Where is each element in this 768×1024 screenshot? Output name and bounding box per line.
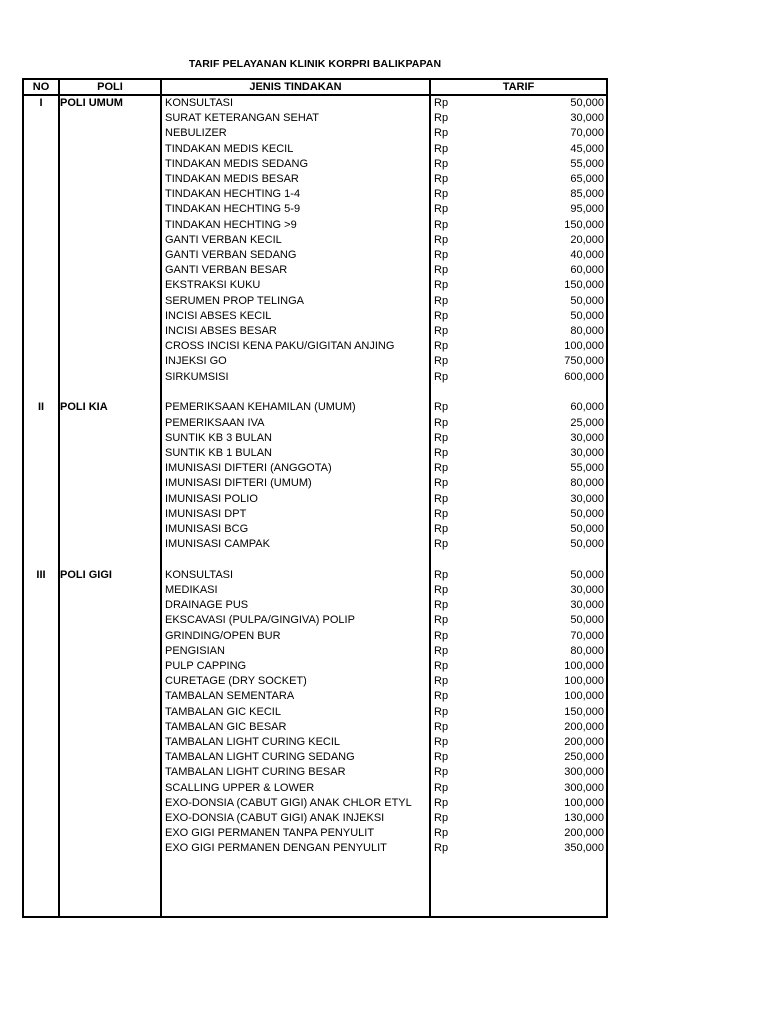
section-poli-name: POLI UMUM — [60, 97, 123, 109]
tarif-value: 55,000 — [570, 462, 604, 475]
tindakan-name: TINDAKAN HECHTING >9 — [165, 218, 297, 231]
tarif-value: 25,000 — [570, 416, 604, 429]
table-row — [24, 461, 606, 476]
currency-label: Rp — [434, 157, 449, 170]
currency-label: Rp — [434, 416, 449, 429]
tarif-value: 250,000 — [564, 751, 604, 764]
tindakan-name: EXO GIGI PERMANEN DENGAN PENYULIT — [165, 842, 387, 855]
currency-label: Rp — [434, 660, 449, 672]
table-row — [24, 765, 606, 780]
currency-label: Rp — [434, 720, 449, 733]
tarif-value: 150,000 — [564, 218, 604, 231]
tindakan-name: IMUNISASI DIFTERI (ANGGOTA) — [165, 462, 332, 475]
currency-label: Rp — [434, 325, 449, 337]
currency-label: Rp — [434, 431, 449, 444]
currency-label: Rp — [434, 705, 449, 718]
tarif-value: 50,000 — [570, 294, 604, 307]
section-number: II — [37, 401, 45, 414]
table-row — [24, 613, 606, 628]
tindakan-name: KONSULTASI — [165, 568, 234, 581]
table-row — [24, 142, 606, 157]
currency-label: Rp — [434, 477, 449, 490]
tarif-value: 60,000 — [570, 264, 604, 277]
tarif-value: 150,000 — [564, 279, 604, 292]
table-row — [24, 294, 606, 309]
tarif-value: 750,000 — [564, 355, 604, 368]
currency-label: Rp — [434, 462, 449, 475]
tarif-value: 85,000 — [570, 188, 604, 201]
section-poli-name: POLI GIGI — [60, 568, 112, 581]
tarif-value: 80,000 — [570, 644, 604, 657]
tindakan-name: IMUNISASI BCG — [165, 522, 249, 535]
section-number: III — [36, 568, 46, 581]
tindakan-name: GANTI VERBAN SEDANG — [165, 249, 297, 261]
table-row — [24, 111, 606, 126]
currency-label: Rp — [434, 355, 449, 368]
tindakan-name: GANTI VERBAN BESAR — [165, 264, 288, 277]
table-row — [24, 202, 606, 217]
tindakan-name: TAMBALAN LIGHT CURING KECIL — [165, 736, 341, 748]
tindakan-name: SERUMEN PROP TELINGA — [165, 294, 304, 307]
table-row — [24, 126, 606, 141]
currency-label: Rp — [434, 340, 449, 353]
tindakan-name: KONSULTASI — [165, 97, 234, 109]
table-row — [24, 476, 606, 491]
tindakan-name: SURAT KETERANGAN SEHAT — [165, 112, 320, 125]
tindakan-name: IMUNISASI DPT — [165, 507, 247, 520]
tarif-value: 80,000 — [570, 325, 604, 337]
tariff-table — [22, 78, 608, 918]
currency-label: Rp — [434, 249, 449, 261]
table-row — [24, 720, 606, 735]
tarif-value: 300,000 — [564, 766, 604, 779]
currency-label: Rp — [434, 690, 449, 703]
tarif-value: 50,000 — [570, 522, 604, 535]
tarif-value: 150,000 — [564, 705, 604, 718]
table-row — [24, 644, 606, 659]
tarif-value: 50,000 — [570, 507, 604, 520]
tarif-value: 300,000 — [564, 781, 604, 794]
tarif-value: 100,000 — [564, 340, 604, 353]
currency-label: Rp — [434, 112, 449, 125]
tindakan-name: IMUNISASI CAMPAK — [165, 538, 270, 551]
table-row — [24, 537, 606, 552]
tarif-value: 200,000 — [564, 720, 604, 733]
table-row — [24, 750, 606, 765]
currency-label: Rp — [434, 781, 449, 794]
tindakan-name: CURETAGE (DRY SOCKET) — [165, 675, 307, 688]
tarif-value: 100,000 — [564, 675, 604, 688]
tindakan-name: EKSCAVASI (PULPA/GINGIVA) POLIP — [165, 614, 355, 627]
currency-label: Rp — [434, 796, 449, 809]
tindakan-name: TAMBALAN GIC KECIL — [165, 705, 281, 718]
table-row — [24, 841, 606, 856]
tindakan-name: IMUNISASI POLIO — [165, 492, 258, 505]
table-row — [24, 674, 606, 689]
tindakan-name: TINDAKAN MEDIS SEDANG — [165, 157, 309, 170]
currency-label: Rp — [434, 736, 449, 748]
table-row — [24, 705, 606, 720]
tindakan-name: SCALLING UPPER & LOWER — [165, 781, 315, 794]
table-row — [24, 492, 606, 507]
tarif-value: 100,000 — [564, 690, 604, 703]
table-row — [24, 187, 606, 202]
tindakan-name: TINDAKAN MEDIS BESAR — [165, 173, 299, 185]
table-row — [24, 522, 606, 537]
tindakan-name: EXO-DONSIA (CABUT GIGI) ANAK CHLOR ETYL — [165, 796, 412, 809]
tindakan-name: EKSTRAKSI KUKU — [165, 279, 261, 292]
currency-label: Rp — [434, 279, 449, 292]
tindakan-name: DRAINAGE PUS — [165, 599, 249, 612]
table-row — [24, 416, 606, 431]
currency-label: Rp — [434, 309, 449, 322]
tindakan-name: TAMBALAN SEMENTARA — [165, 690, 295, 703]
tarif-value: 30,000 — [570, 599, 604, 612]
tindakan-name: TINDAKAN MEDIS KECIL — [165, 142, 294, 155]
table-row — [24, 96, 606, 111]
tarif-value: 55,000 — [570, 157, 604, 170]
currency-label: Rp — [434, 751, 449, 764]
tindakan-name: INJEKSI GO — [165, 355, 227, 368]
tarif-value: 50,000 — [570, 568, 604, 581]
currency-label: Rp — [434, 127, 449, 140]
table-row — [24, 826, 606, 841]
tindakan-name: SIRKUMSISI — [165, 370, 229, 383]
table-row — [24, 339, 606, 354]
currency-label: Rp — [434, 675, 449, 688]
currency-label: Rp — [434, 142, 449, 155]
currency-label: Rp — [434, 568, 449, 581]
tindakan-name: NEBULIZER — [165, 127, 227, 140]
header-tarif: TARIF — [502, 81, 535, 93]
tarif-value: 30,000 — [570, 446, 604, 459]
tarif-value: 40,000 — [570, 249, 604, 261]
tarif-value: 30,000 — [570, 431, 604, 444]
currency-label: Rp — [434, 766, 449, 779]
tindakan-name: INCISI ABSES BESAR — [165, 325, 277, 337]
tarif-value: 30,000 — [570, 492, 604, 505]
table-row — [24, 659, 606, 674]
table-row — [24, 735, 606, 750]
currency-label: Rp — [434, 842, 449, 855]
table-row — [24, 583, 606, 598]
currency-label: Rp — [434, 173, 449, 185]
currency-label: Rp — [434, 584, 449, 596]
currency-label: Rp — [434, 614, 449, 627]
table-row — [24, 689, 606, 704]
currency-label: Rp — [434, 188, 449, 201]
tindakan-name: PULP CAPPING — [165, 660, 247, 672]
tindakan-name: INCISI ABSES KECIL — [165, 309, 272, 322]
table-row — [24, 431, 606, 446]
currency-label: Rp — [434, 294, 449, 307]
tindakan-name: CROSS INCISI KENA PAKU/GIGITAN ANJING — [165, 340, 395, 353]
table-row — [24, 629, 606, 644]
currency-label: Rp — [434, 233, 449, 246]
currency-label: Rp — [434, 264, 449, 277]
tindakan-name: SUNTIK KB 1 BULAN — [165, 446, 272, 459]
currency-label: Rp — [434, 827, 449, 840]
tindakan-name: PEMERIKSAAN IVA — [165, 416, 265, 429]
currency-label: Rp — [434, 370, 449, 383]
currency-label: Rp — [434, 203, 449, 216]
header-jenis-tindakan: JENIS TINDAKAN — [249, 81, 342, 93]
table-row — [24, 507, 606, 522]
table-row — [24, 157, 606, 172]
currency-label: Rp — [434, 629, 449, 642]
tarif-value: 600,000 — [564, 370, 604, 383]
table-row — [24, 354, 606, 369]
tarif-value: 45,000 — [570, 142, 604, 155]
table-row — [24, 400, 606, 415]
currency-label: Rp — [434, 446, 449, 459]
tarif-value: 50,000 — [570, 309, 604, 322]
tarif-value: 30,000 — [570, 112, 604, 125]
currency-label: Rp — [434, 812, 449, 824]
section-poli-name: POLI KIA — [60, 401, 108, 414]
currency-label: Rp — [434, 401, 449, 414]
tarif-value: 100,000 — [564, 660, 604, 672]
header-no: NO — [32, 81, 50, 93]
table-row — [24, 233, 606, 248]
currency-label: Rp — [434, 507, 449, 520]
tindakan-name: EXO-DONSIA (CABUT GIGI) ANAK INJEKSI — [165, 812, 385, 824]
table-row — [24, 811, 606, 826]
tindakan-name: GANTI VERBAN KECIL — [165, 233, 282, 246]
currency-label: Rp — [434, 538, 449, 551]
table-row — [24, 781, 606, 796]
table-row — [24, 309, 606, 324]
tarif-value: 95,000 — [570, 203, 604, 216]
tarif-value: 50,000 — [570, 538, 604, 551]
tindakan-name: TAMBALAN LIGHT CURING BESAR — [165, 766, 346, 779]
document-title: TARIF PELAYANAN KLINIK KORPRI BALIKPAPAN — [188, 58, 442, 70]
tindakan-name: TAMBALAN LIGHT CURING SEDANG — [165, 751, 355, 764]
tindakan-name: TINDAKAN HECHTING 1-4 — [165, 188, 301, 201]
tarif-value: 70,000 — [570, 127, 604, 140]
table-row — [24, 263, 606, 278]
currency-label: Rp — [434, 522, 449, 535]
tarif-value: 50,000 — [570, 97, 604, 109]
tarif-value: 70,000 — [570, 629, 604, 642]
currency-label: Rp — [434, 599, 449, 612]
table-row — [24, 218, 606, 233]
tarif-value: 200,000 — [564, 736, 604, 748]
tarif-value: 100,000 — [564, 796, 604, 809]
table-row — [24, 172, 606, 187]
tindakan-name: IMUNISASI DIFTERI (UMUM) — [165, 477, 312, 490]
table-row — [24, 568, 606, 583]
table-row — [24, 370, 606, 385]
currency-label: Rp — [434, 97, 449, 109]
tindakan-name: MEDIKASI — [165, 584, 218, 596]
header-poli: POLI — [97, 81, 123, 93]
tindakan-name: PEMERIKSAAN KEHAMILAN (UMUM) — [165, 401, 356, 414]
tarif-value: 130,000 — [564, 812, 604, 824]
tarif-value: 350,000 — [564, 842, 604, 855]
table-row — [24, 598, 606, 613]
currency-label: Rp — [434, 644, 449, 657]
section-number: I — [39, 97, 43, 109]
currency-label: Rp — [434, 218, 449, 231]
tindakan-name: GRINDING/OPEN BUR — [165, 629, 281, 642]
tarif-value: 65,000 — [570, 173, 604, 185]
table-row — [24, 248, 606, 263]
tindakan-name: EXO GIGI PERMANEN TANPA PENYULIT — [165, 827, 375, 840]
tarif-value: 200,000 — [564, 827, 604, 840]
currency-label: Rp — [434, 492, 449, 505]
tarif-value: 30,000 — [570, 584, 604, 596]
tindakan-name: TINDAKAN HECHTING 5-9 — [165, 203, 301, 216]
table-row — [24, 796, 606, 811]
tindakan-name: TAMBALAN GIC BESAR — [165, 720, 287, 733]
table-row — [24, 278, 606, 293]
table-row — [24, 446, 606, 461]
tindakan-name: PENGISIAN — [165, 644, 225, 657]
tarif-value: 80,000 — [570, 477, 604, 490]
tarif-value: 50,000 — [570, 614, 604, 627]
tindakan-name: SUNTIK KB 3 BULAN — [165, 431, 272, 444]
table-row — [24, 324, 606, 339]
tarif-value: 60,000 — [570, 401, 604, 414]
tarif-value: 20,000 — [570, 233, 604, 246]
